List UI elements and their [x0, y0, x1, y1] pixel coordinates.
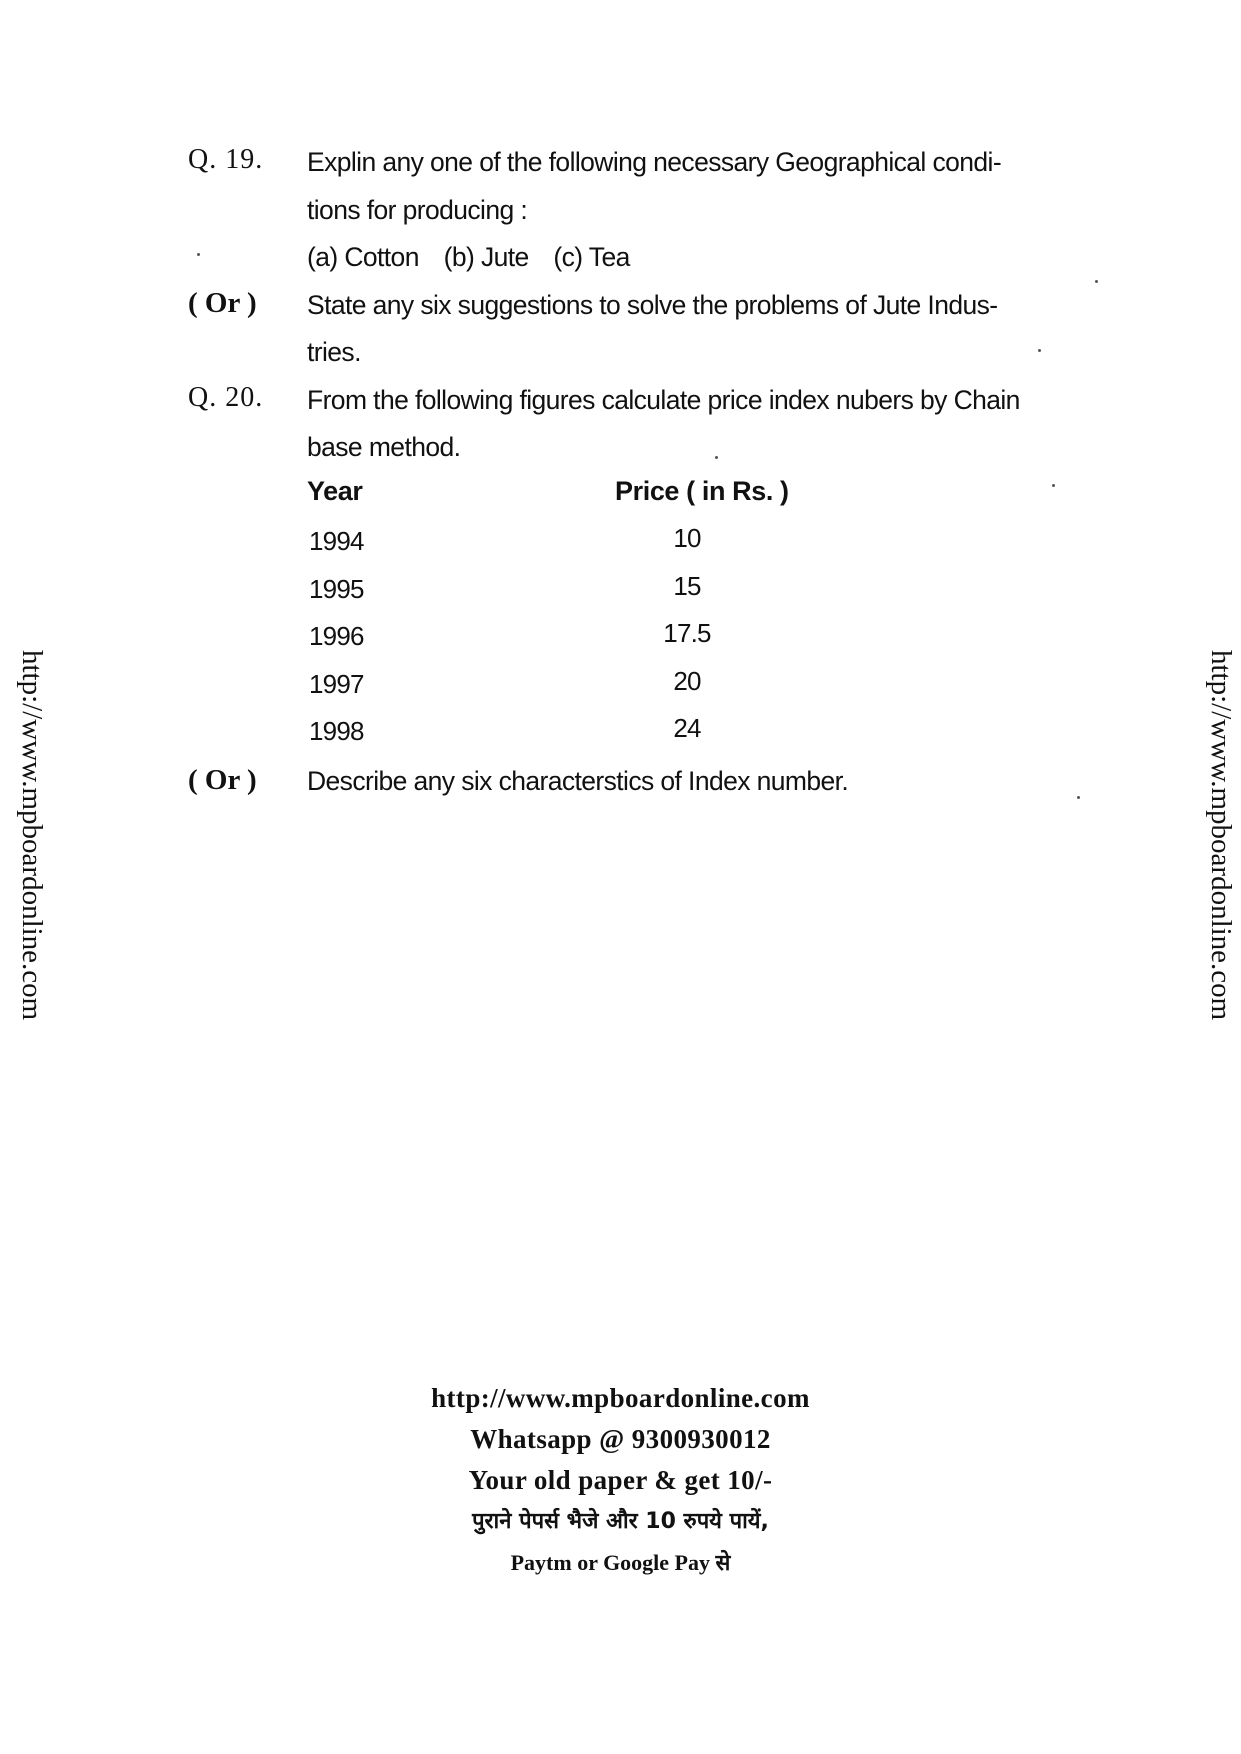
cell-year: 1995 [309, 573, 364, 604]
q20-label: Q. 20. [188, 382, 264, 413]
cell-price: 17.5 [663, 618, 711, 648]
cell-price: 10 [673, 523, 701, 553]
or2-text-line1: Describe any six characterstics of Index number. [307, 766, 849, 796]
footer-url: http://www.mpboardonline.com [431, 1383, 810, 1413]
q19-options [307, 233, 648, 281]
q20-text-line1: From the following figures calculate price index nubers by Chain [307, 385, 1020, 415]
q20-text-line2: base method. [307, 432, 461, 462]
cell-year: 1998 [309, 716, 364, 746]
scan-speck [715, 456, 718, 459]
footer-payment [0, 1543, 1241, 1584]
q19-option-b: (b) Jute [443, 242, 529, 272]
q19-text-line1: Explin any one of the following necessary Geographical condi- [307, 147, 1002, 177]
scan-speck [1077, 796, 1080, 799]
header-year: Year [307, 476, 363, 506]
footer-block [0, 1378, 1241, 1584]
table-row [307, 518, 827, 566]
cell-price: 24 [673, 713, 701, 743]
or1-text-line2: tries. [307, 337, 361, 367]
header-price: Price ( in Rs. ) [615, 476, 789, 506]
footer-offer: Your old paper & get 10/- [468, 1465, 773, 1495]
scan-speck [1052, 484, 1055, 487]
side-watermark-left: http://www.mpboardonline.com [16, 650, 48, 1021]
cell-year: 1996 [309, 621, 364, 651]
or1-text-line1: State any six suggestions to solve the problems of Jute Indus- [307, 290, 998, 320]
price-table [307, 470, 827, 756]
q19-text-line2: tions for producing : [307, 195, 528, 225]
footer-whatsapp: Whatsapp @ 9300930012 [470, 1424, 771, 1454]
or-label-1: ( Or ) [188, 287, 257, 319]
scan-speck [1095, 280, 1098, 283]
table-header [307, 470, 827, 518]
q19-option-c: (c) Tea [553, 242, 630, 272]
q19-option-a: (a) Cotton [307, 242, 419, 272]
footer-payment-hindi: से [715, 1551, 731, 1576]
cell-year: 1997 [309, 668, 364, 699]
or-label-2: ( Or ) [188, 764, 257, 796]
scan-speck [197, 253, 200, 256]
cell-year: 1994 [309, 526, 364, 556]
scan-speck [1038, 349, 1041, 352]
footer-payment-text: Paytm or Google Pay [510, 1550, 710, 1575]
q19-label: Q. 19. [188, 144, 264, 175]
side-watermark-right: http://www.mpboardonline.com [1205, 650, 1237, 1021]
cell-price: 20 [673, 665, 701, 696]
table-row [307, 708, 827, 756]
table-row [307, 613, 827, 661]
table-row [307, 661, 827, 709]
table-row [307, 566, 827, 614]
footer-hindi: पुराने पेपर्स भैजे और 10 रुपये पायें, [472, 1509, 769, 1534]
cell-price: 15 [673, 570, 701, 601]
